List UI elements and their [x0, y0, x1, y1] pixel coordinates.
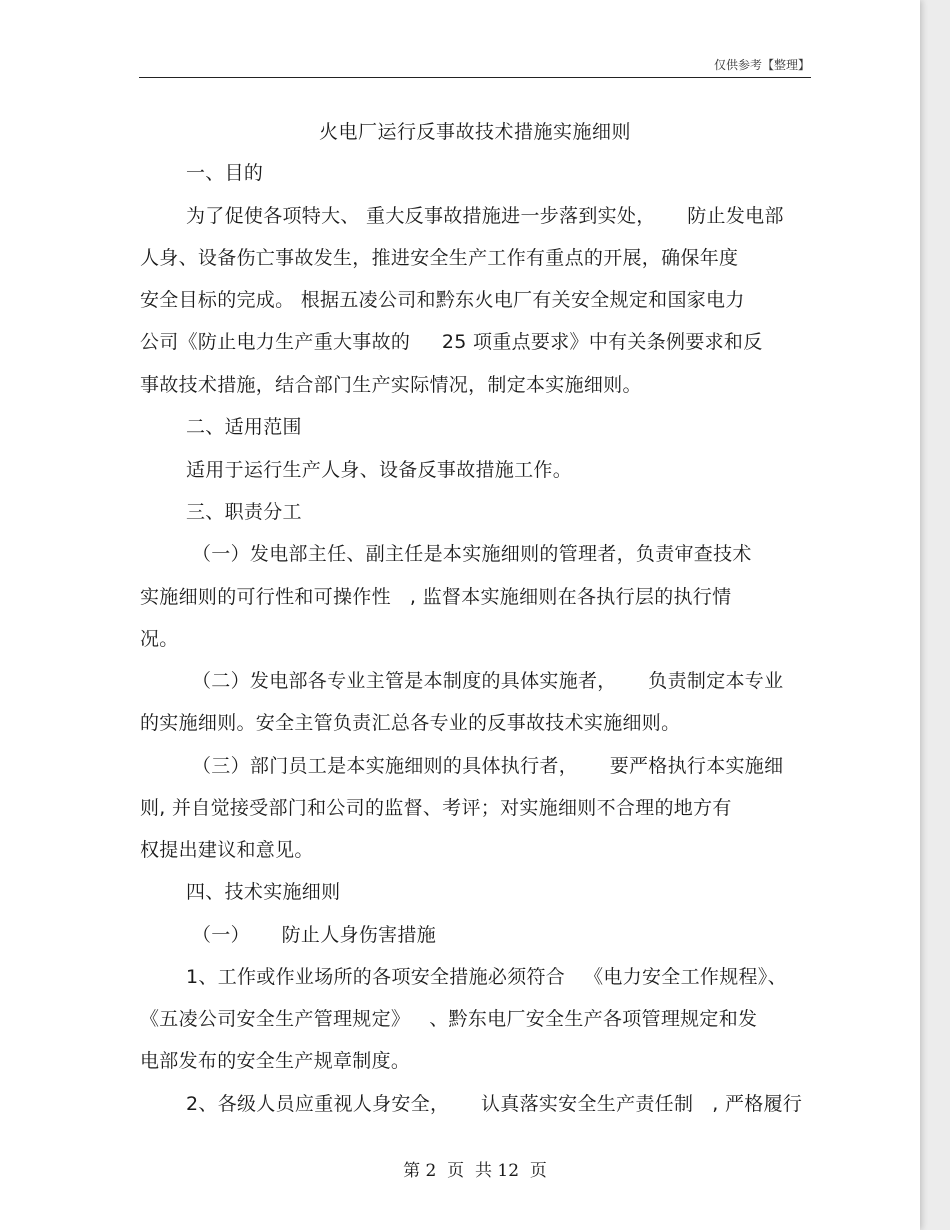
paragraph-line: 安全目标的完成。 根据五凌公司和黔东火电厂有关安全规定和国家电力 — [140, 289, 745, 311]
paragraph-line: 为了促使各项特大、 重大反事故措施进一步落到实处， 防止发电部 — [186, 205, 784, 227]
paragraph-line: 况。 — [140, 628, 179, 650]
paragraph-line: 公司《防止电力生产重大事故的 25 项重点要求》中有关条例要求和反 — [140, 331, 763, 353]
paragraph-line: 事故技术措施，结合部门生产实际情况，制定本实施细则。 — [140, 374, 642, 396]
header-rule — [139, 77, 811, 78]
paragraph-line: 权提出建议和意见。 — [140, 839, 314, 861]
paragraph-line: 的实施细则。安全主管负责汇总各专业的反事故技术实施细则。 — [140, 712, 681, 734]
paragraph-line: 2、各级人员应重视人身安全， 认真落实安全生产责任制 , 严格履行 — [186, 1093, 803, 1115]
section-heading: 二、适用范围 — [186, 416, 302, 438]
paragraph-line: 1、工作或作业场所的各项安全措施必须符合 《电力安全工作规程》、 — [186, 966, 787, 988]
section-heading: 一、目的 — [186, 162, 264, 184]
paragraph-line: （二）发电部各专业主管是本制度的具体实施者， 负责制定本专业 — [192, 670, 784, 692]
paragraph-line: 实施细则的可行性和可操作性 , 监督本实施细则在各执行层的执行情 — [140, 586, 732, 608]
subsection-heading: （一） 防止人身伤害措施 — [192, 924, 436, 946]
paragraph-line: （一）发电部主任、副主任是本实施细则的管理者，负责审查技术 — [192, 543, 752, 565]
paragraph-line: 人身、设备伤亡事故发生，推进安全生产工作有重点的开展，确保年度 — [140, 247, 739, 269]
document-title: 火电厂运行反事故技术措施实施细则 — [318, 121, 631, 143]
header-note: 仅供参考【整理】 — [713, 58, 810, 72]
paragraph-line: 电部发布的安全生产规章制度。 — [140, 1050, 411, 1072]
page-footer: 第 2 页 共 12 页 — [403, 1161, 547, 1181]
paragraph-line: 适用于运行生产人身、设备反事故措施工作。 — [186, 459, 573, 481]
section-heading: 三、职责分工 — [186, 501, 302, 523]
paragraph-line: （三）部门员工是本实施细则的具体执行者， 要严格执行本实施细 — [192, 755, 784, 777]
paragraph-line: 《五凌公司安全生产管理规定》 、黔东电厂安全生产各项管理规定和发 — [140, 1008, 758, 1030]
section-heading: 四、技术实施细则 — [186, 881, 341, 903]
paragraph-line: 则, 并自觉接受部门和公司的监督、考评；对实施细则不合理的地方有 — [140, 797, 732, 819]
